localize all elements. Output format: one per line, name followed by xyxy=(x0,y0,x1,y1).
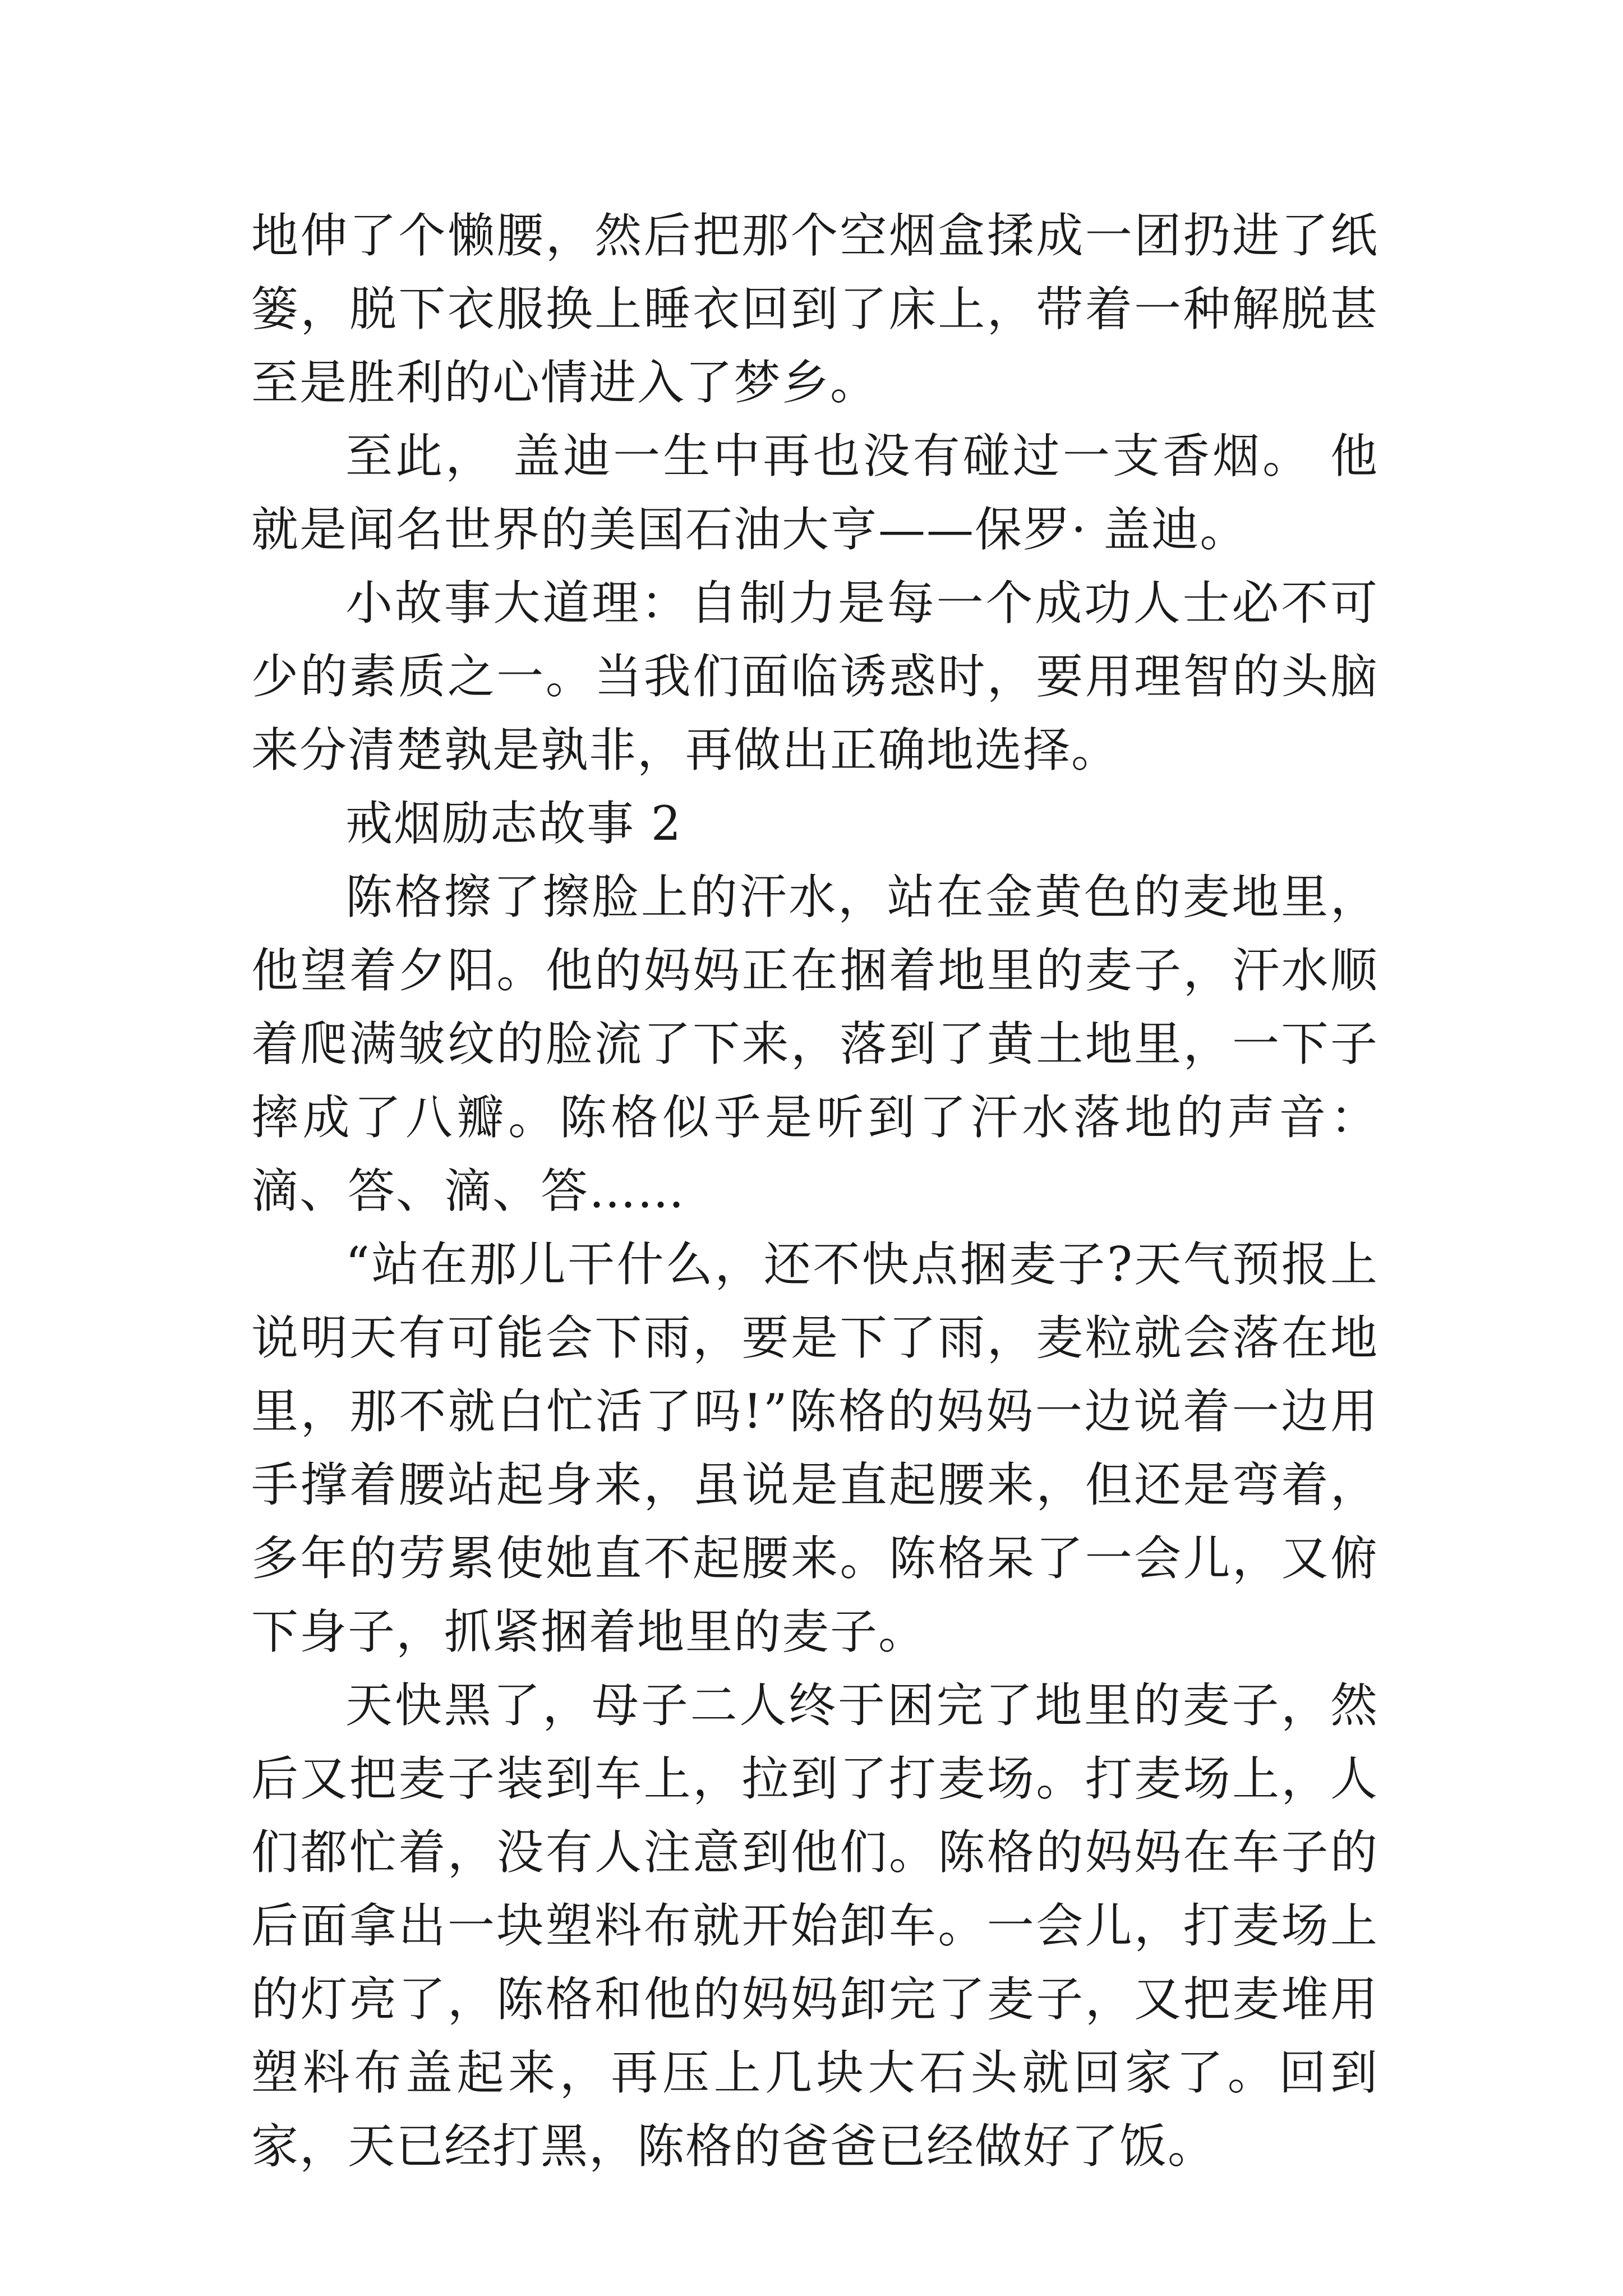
paragraph: 天快黑了，母子二人终于困完了地里的麦子，然后又把麦子装到车上，拉到了打麦场。打麦场上，人们都忙着，没有人注意到他们。陈格的妈妈在车子的后面拿出一块塑料布就开始卸车。一会儿，打麦场上的灯亮了，陈格和他的妈妈卸完了麦子，又把麦堆用塑料布盖起来，再压上几块大石头就回家了。回到家，天已经打黑，陈格的爸爸已经做好了饭。 xyxy=(251,1678,1378,2174)
paragraph: 陈格擦了擦脸上的汗水，站在金黄色的麦地里，他望着夕阳。他的妈妈正在捆着地里的麦子，汗水顺着爬满皱纹的脸流了下来，落到了黄土地里，一下子摔成了八瓣。陈格似乎是听到了汗水落地的声音：滴、答、滴、答…… xyxy=(251,869,1378,1218)
paragraph: 至此， 盖迪一生中再也没有碰过一支香烟。 他就是闻名世界的美国石油大亨——保罗· 盖迪。 xyxy=(251,429,1378,557)
paragraph: “站在那儿干什么，还不快点捆麦子?天气预报上说明天有可能会下雨，要是下了雨，麦粒就会落在地里，那不就白忙活了吗!”陈格的妈妈一边说着一边用手撑着腰站起身来，虽说是直起腰来，但还是弯着，多年的劳累使她直不起腰来。陈格呆了一会儿，又俯下身子，抓紧捆着地里的麦子。 xyxy=(251,1237,1378,1659)
text-column xyxy=(251,199,1378,2183)
section-heading: 戒烟励志故事 2 xyxy=(345,796,683,851)
paragraph: 地伸了个懒腰，然后把那个空烟盒揉成一团扔进了纸篓，脱下衣服换上睡衣回到了床上，带着一种解脱甚至是胜利的心情进入了梦乡。 xyxy=(251,208,1378,410)
paragraph: 小故事大道理：自制力是每一个成功人士必不可少的素质之一。当我们面临诱惑时，要用理智的头脑来分清楚孰是孰非，再做出正确地选择。 xyxy=(251,576,1378,777)
